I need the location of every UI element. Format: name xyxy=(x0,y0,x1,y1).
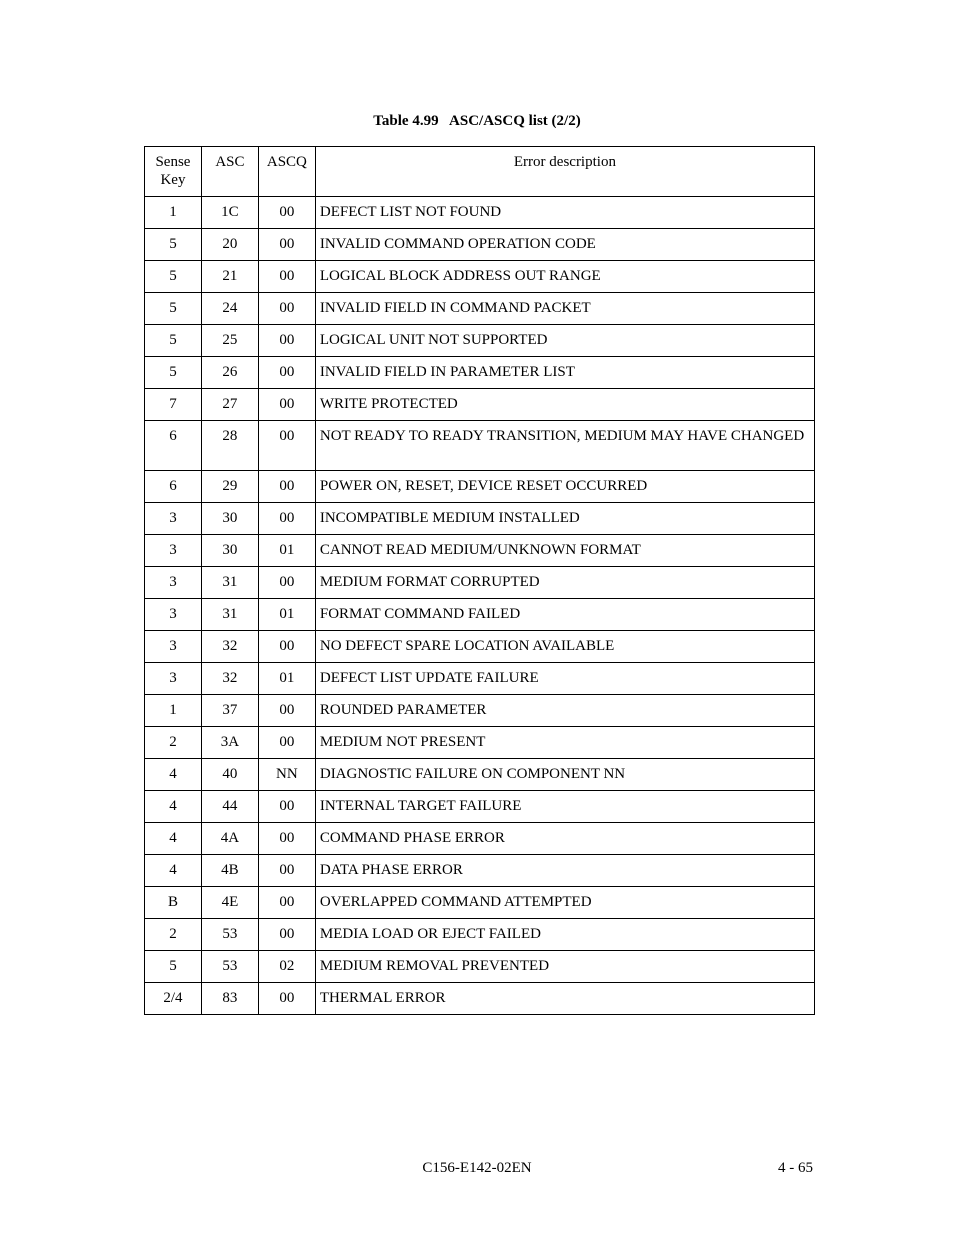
sense-key-cell: 3 xyxy=(145,663,202,695)
ascq-cell: 01 xyxy=(258,663,315,695)
ascq-cell: 01 xyxy=(258,599,315,631)
ascq-cell: 00 xyxy=(258,389,315,421)
table-body xyxy=(145,197,815,1015)
asc-cell: 53 xyxy=(201,951,258,983)
page-number: 4 - 65 xyxy=(778,1160,813,1176)
table-row xyxy=(145,471,815,503)
asc-cell: 4A xyxy=(201,823,258,855)
description-cell: LOGICAL BLOCK ADDRESS OUT RANGE xyxy=(315,261,814,293)
ascq-cell: 00 xyxy=(258,325,315,357)
asc-cell: 32 xyxy=(201,663,258,695)
sense-key-cell: 5 xyxy=(145,951,202,983)
description-cell: NOT READY TO READY TRANSITION, MEDIUM MAY HAVE CHANGED xyxy=(315,421,814,471)
table-row xyxy=(145,791,815,823)
asc-cell: 27 xyxy=(201,389,258,421)
ascq-cell: 00 xyxy=(258,727,315,759)
sense-key-cell: 6 xyxy=(145,471,202,503)
description-cell: INTERNAL TARGET FAILURE xyxy=(315,791,814,823)
asc-cell: 24 xyxy=(201,293,258,325)
asc-cell: 28 xyxy=(201,421,258,471)
sense-key-cell: 5 xyxy=(145,229,202,261)
sense-key-cell: 3 xyxy=(145,503,202,535)
description-cell: MEDIUM NOT PRESENT xyxy=(315,727,814,759)
description-cell: MEDIUM REMOVAL PREVENTED xyxy=(315,951,814,983)
asc-cell: 30 xyxy=(201,503,258,535)
sense-key-cell: 7 xyxy=(145,389,202,421)
asc-cell: 31 xyxy=(201,599,258,631)
description-cell: CANNOT READ MEDIUM/UNKNOWN FORMAT xyxy=(315,535,814,567)
ascq-cell: 00 xyxy=(258,855,315,887)
asc-cell: 40 xyxy=(201,759,258,791)
description-cell: NO DEFECT SPARE LOCATION AVAILABLE xyxy=(315,631,814,663)
description-cell: INCOMPATIBLE MEDIUM INSTALLED xyxy=(315,503,814,535)
sense-key-cell: 3 xyxy=(145,567,202,599)
asc-header: ASC xyxy=(201,147,258,197)
table-caption: Table 4.99 ASC/ASCQ list (2/2) xyxy=(373,113,581,129)
asc-cell: 44 xyxy=(201,791,258,823)
asc-cell: 1C xyxy=(201,197,258,229)
table-row xyxy=(145,759,815,791)
document-code: C156-E142-02EN xyxy=(422,1160,532,1176)
table-row xyxy=(145,631,815,663)
sense-key-cell: 2 xyxy=(145,919,202,951)
ascq-cell: NN xyxy=(258,759,315,791)
table-row xyxy=(145,325,815,357)
sense-key-cell: 4 xyxy=(145,759,202,791)
sense-key-cell: 1 xyxy=(145,695,202,727)
table-row xyxy=(145,695,815,727)
sense-key-cell: 4 xyxy=(145,791,202,823)
description-cell: COMMAND PHASE ERROR xyxy=(315,823,814,855)
ascq-cell: 00 xyxy=(258,197,315,229)
description-cell: DATA PHASE ERROR xyxy=(315,855,814,887)
asc-cell: 29 xyxy=(201,471,258,503)
table-row xyxy=(145,421,815,471)
asc-ascq-table xyxy=(144,146,815,1015)
description-cell: DEFECT LIST NOT FOUND xyxy=(315,197,814,229)
ascq-cell: 00 xyxy=(258,293,315,325)
table-row xyxy=(145,887,815,919)
description-cell: WRITE PROTECTED xyxy=(315,389,814,421)
sense-key-cell: 6 xyxy=(145,421,202,471)
table-row xyxy=(145,197,815,229)
table-row xyxy=(145,503,815,535)
asc-cell: 37 xyxy=(201,695,258,727)
ascq-cell: 00 xyxy=(258,229,315,261)
asc-cell: 21 xyxy=(201,261,258,293)
description-cell: INVALID FIELD IN PARAMETER LIST xyxy=(315,357,814,389)
table-row xyxy=(145,823,815,855)
description-cell: LOGICAL UNIT NOT SUPPORTED xyxy=(315,325,814,357)
sense-key-cell: B xyxy=(145,887,202,919)
sense-key-cell: 3 xyxy=(145,599,202,631)
table-row xyxy=(145,567,815,599)
sense-key-cell: 5 xyxy=(145,261,202,293)
description-header: Error description xyxy=(315,147,814,197)
asc-cell: 53 xyxy=(201,919,258,951)
ascq-cell: 00 xyxy=(258,887,315,919)
sense-key-cell: 3 xyxy=(145,535,202,567)
table-row xyxy=(145,389,815,421)
table-row xyxy=(145,535,815,567)
description-cell: THERMAL ERROR xyxy=(315,983,814,1015)
table-row xyxy=(145,357,815,389)
ascq-cell: 00 xyxy=(258,695,315,727)
asc-cell: 31 xyxy=(201,567,258,599)
description-cell: FORMAT COMMAND FAILED xyxy=(315,599,814,631)
sense-key-cell: 3 xyxy=(145,631,202,663)
sense-key-cell: 5 xyxy=(145,357,202,389)
sense-key-cell: 2 xyxy=(145,727,202,759)
asc-cell: 26 xyxy=(201,357,258,389)
table-row xyxy=(145,599,815,631)
description-cell: POWER ON, RESET, DEVICE RESET OCCURRED xyxy=(315,471,814,503)
sense-key-header xyxy=(145,147,202,197)
ascq-cell: 00 xyxy=(258,791,315,823)
sense-key-cell: 1 xyxy=(145,197,202,229)
ascq-cell: 00 xyxy=(258,919,315,951)
ascq-cell: 02 xyxy=(258,951,315,983)
sense-key-header-label: Sense Key xyxy=(155,154,191,188)
table-row xyxy=(145,261,815,293)
ascq-cell: 00 xyxy=(258,823,315,855)
description-cell: MEDIA LOAD OR EJECT FAILED xyxy=(315,919,814,951)
ascq-cell: 00 xyxy=(258,983,315,1015)
ascq-cell: 00 xyxy=(258,421,315,471)
description-cell: INVALID COMMAND OPERATION CODE xyxy=(315,229,814,261)
table-row xyxy=(145,919,815,951)
table-header xyxy=(145,147,815,197)
table-row xyxy=(145,951,815,983)
sense-key-cell: 4 xyxy=(145,855,202,887)
table-row xyxy=(145,855,815,887)
ascq-cell: 00 xyxy=(258,567,315,599)
ascq-cell: 00 xyxy=(258,261,315,293)
ascq-cell: 00 xyxy=(258,357,315,389)
description-cell: ROUNDED PARAMETER xyxy=(315,695,814,727)
ascq-cell: 00 xyxy=(258,631,315,663)
table-row xyxy=(145,727,815,759)
table-row xyxy=(145,293,815,325)
sense-key-cell: 2/4 xyxy=(145,983,202,1015)
asc-cell: 3A xyxy=(201,727,258,759)
asc-cell: 32 xyxy=(201,631,258,663)
table-row xyxy=(145,983,815,1015)
description-cell: DIAGNOSTIC FAILURE ON COMPONENT NN xyxy=(315,759,814,791)
description-cell: DEFECT LIST UPDATE FAILURE xyxy=(315,663,814,695)
table-row xyxy=(145,663,815,695)
asc-cell: 4E xyxy=(201,887,258,919)
ascq-cell: 00 xyxy=(258,503,315,535)
sense-key-cell: 4 xyxy=(145,823,202,855)
asc-cell: 20 xyxy=(201,229,258,261)
table-row xyxy=(145,229,815,261)
description-cell: OVERLAPPED COMMAND ATTEMPTED xyxy=(315,887,814,919)
ascq-cell: 01 xyxy=(258,535,315,567)
sense-key-cell: 5 xyxy=(145,293,202,325)
ascq-cell: 00 xyxy=(258,471,315,503)
description-cell: INVALID FIELD IN COMMAND PACKET xyxy=(315,293,814,325)
sense-key-cell: 5 xyxy=(145,325,202,357)
description-cell: MEDIUM FORMAT CORRUPTED xyxy=(315,567,814,599)
asc-cell: 83 xyxy=(201,983,258,1015)
header-row xyxy=(145,147,815,197)
asc-cell: 4B xyxy=(201,855,258,887)
asc-cell: 25 xyxy=(201,325,258,357)
ascq-header: ASCQ xyxy=(258,147,315,197)
asc-cell: 30 xyxy=(201,535,258,567)
